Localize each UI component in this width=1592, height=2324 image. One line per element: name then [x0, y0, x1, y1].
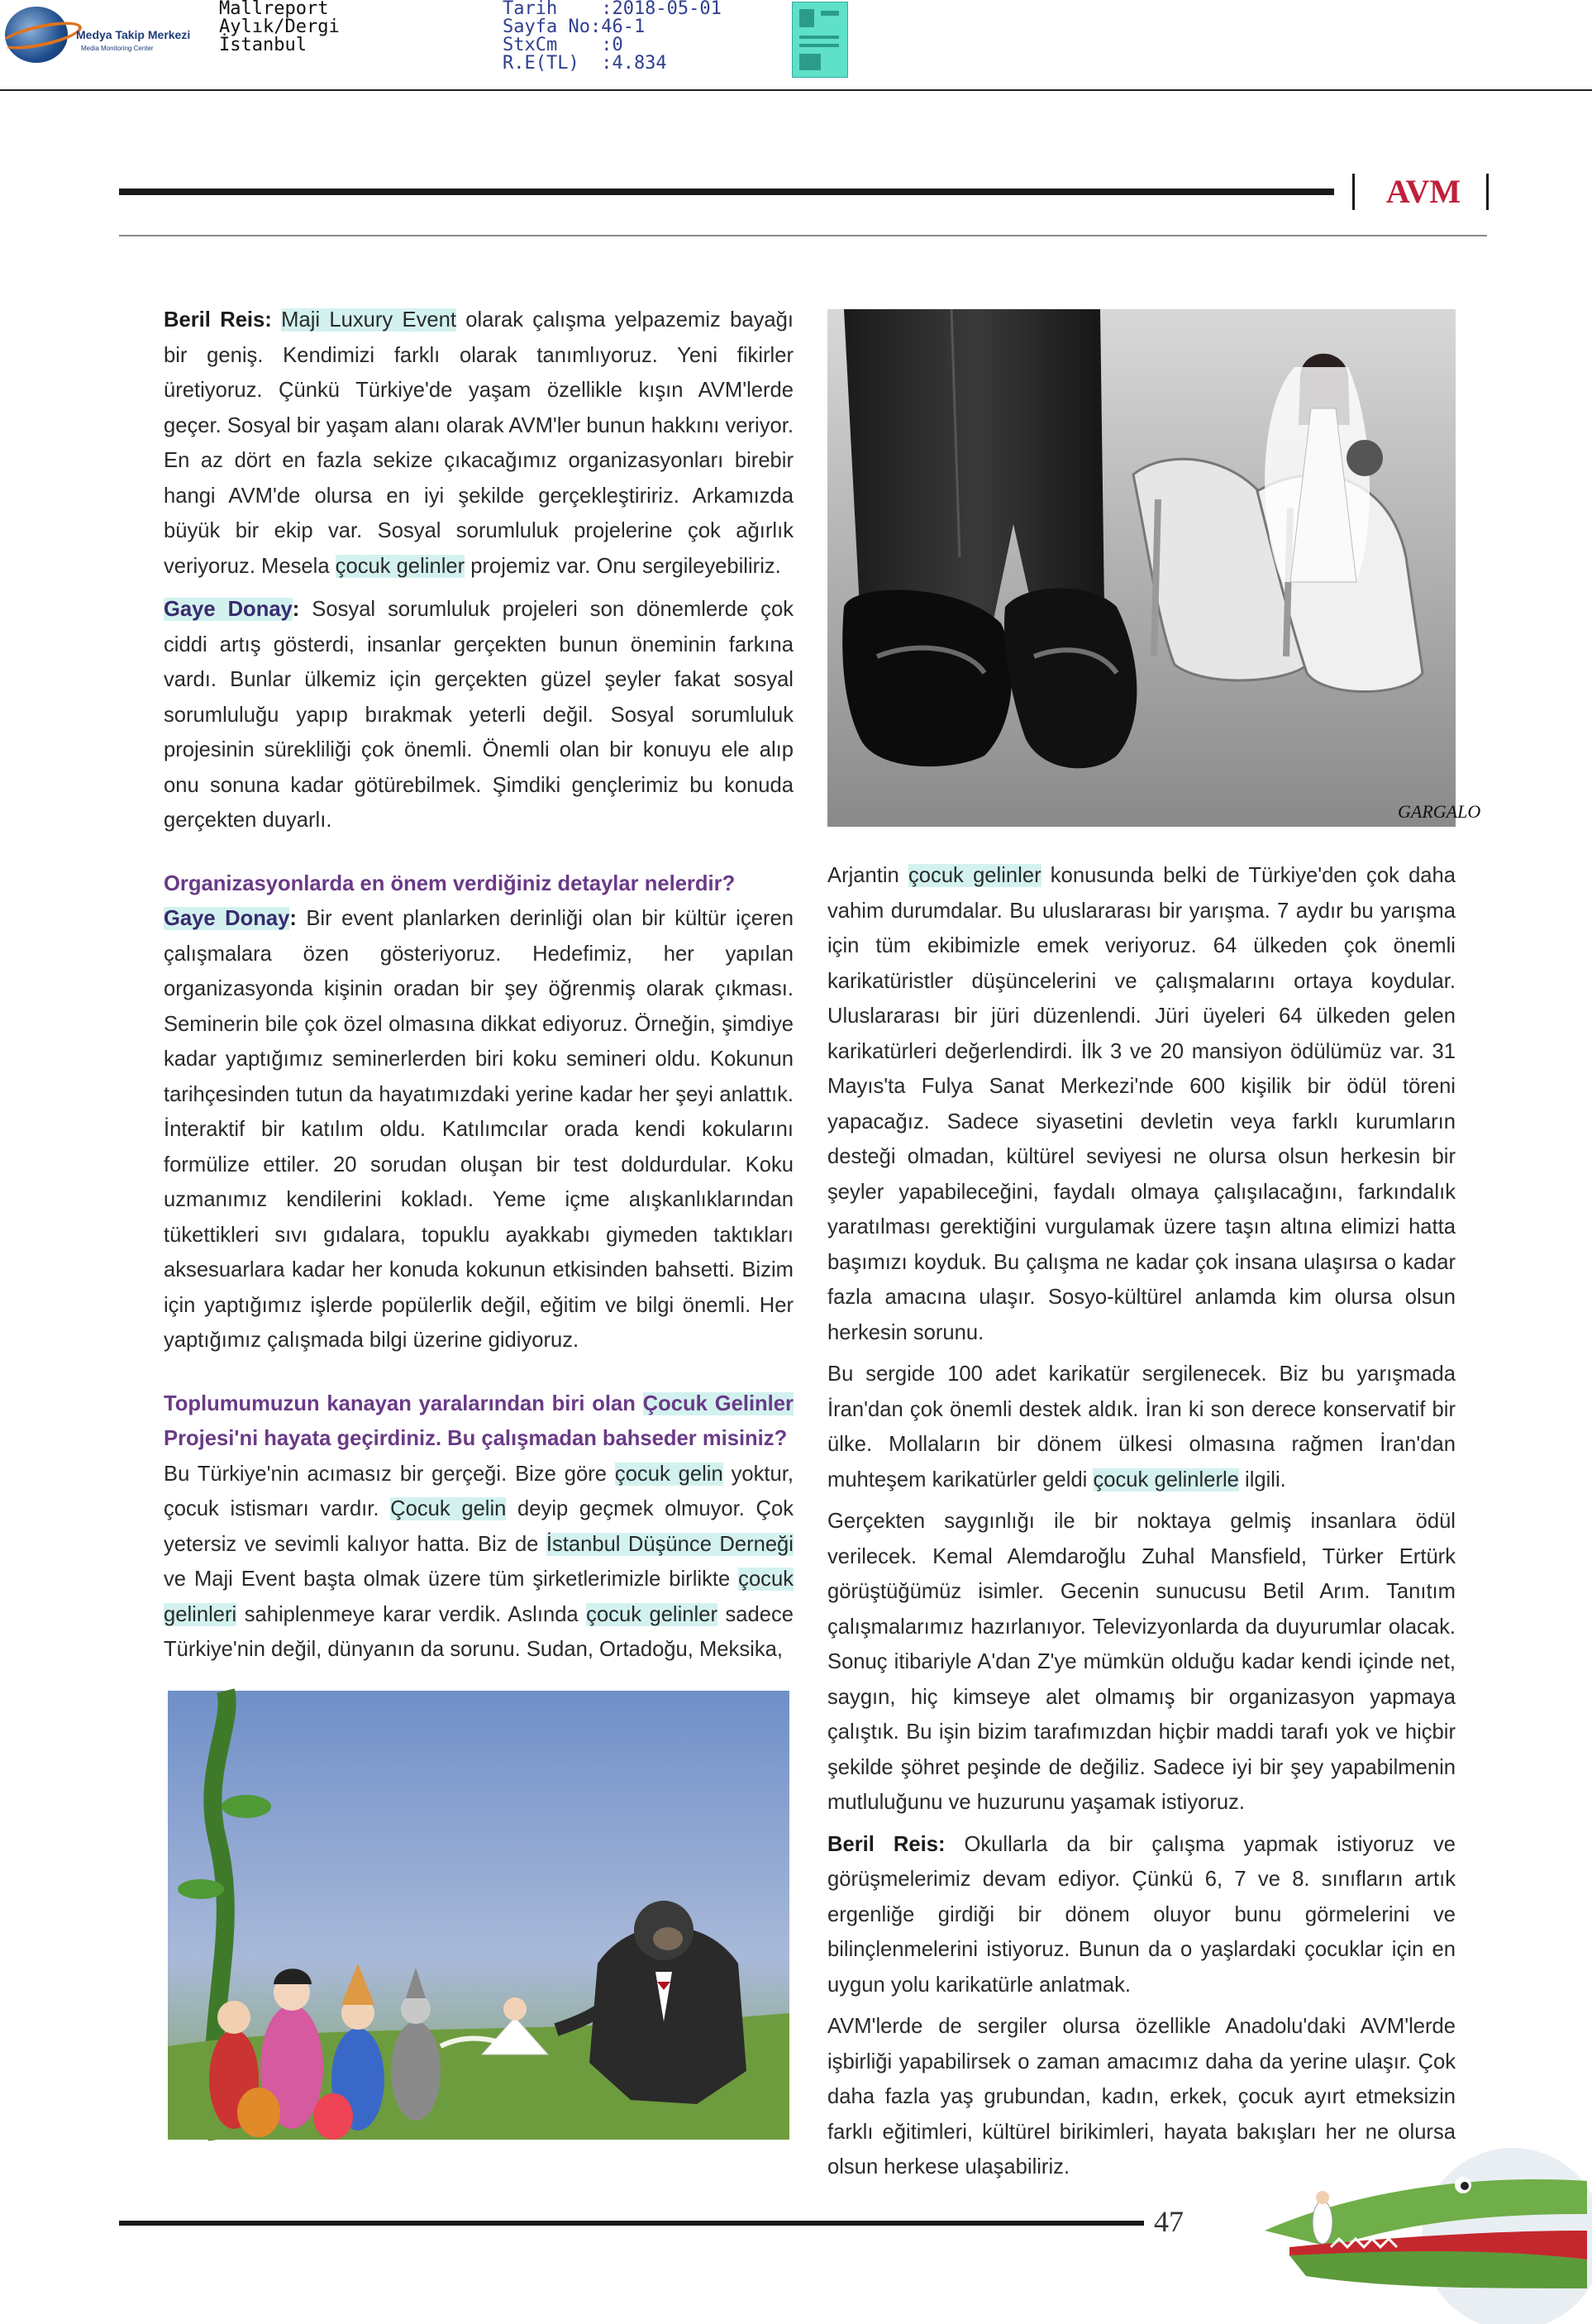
- highlight: çocuk gelinler: [335, 554, 465, 578]
- highlight: çocuk gelinleri: [164, 1568, 794, 1626]
- paragraph: AVM'lerde de sergiler olursa özellikle Anadolu'daki AVM'lerde işbirliği yapabilirsek o zaman amacımız daha da yerine ulaşır. Çok daha fazla yaş grubundan, kadın, erkek, çocuk ayırt etmeksizin farklı eğitimleri, kültürel birikimleri, hayata bakışları her ne olursa olsun herkese ulaşabiliriz.: [827, 2015, 1456, 2178]
- speaker-label: Beril Reis:: [164, 308, 272, 332]
- text: :: [292, 598, 300, 621]
- text: yoktur, çocuk istismarı vardır.: [164, 1462, 794, 1520]
- article-column-right: [827, 858, 1456, 2192]
- text: Bu Türkiye'nin acımasız bir gerçeği. Bize göre: [164, 1462, 615, 1486]
- paragraph: [827, 1827, 1456, 2003]
- paragraph: [164, 866, 794, 1358]
- footer-rule: [119, 2221, 1144, 2226]
- highlight: Maji Luxury Event: [281, 308, 456, 332]
- highlight: Çocuk Gelinler: [642, 1391, 794, 1415]
- paragraph: [827, 858, 1456, 1350]
- text: Bir event planlarken derinliği olan bir kültür içeren çalışmalara özen gösteriyoruz. Hedefimiz, her yapılan organizasyonda kişinin oradan bir şey öğrenmiş olarak çıkması. Seminerin bile çok özel olmasına dikkat ediyoruz. Örneğin, şimdiye kadar yaptığımız seminerlerden biri koku semineri oldu. Kokunun tarihçesinden tutun da hayatımızdaki yerine kadar her şeyi anlattık. İnteraktif bir katılım oldu. Katılımcılar orada kendi kokularını formülize ettiler. 20 sorudan oluşan bir test doldurdular. Koku uzmanımız kendilerini kokladı. Yeme içme alışkanlıklarından tükettikleri sıvı gıdalara, topuklu ayakkabı giymeden taktıkları aksesuarlara kadar her konuda kokunun etkisinden bahsetti. Bizim için yaptığımız işlerde popülerlik değil, eğitim ve bilgi önemli. Her yaptığımız çalışmada bilgi üzerine gidiyoruz.: [164, 907, 794, 1352]
- text: olarak çalışma yelpazemiz bayağı bir geniş. Kendimizi farklı olarak tanımlıyoruz. Yeni fikirler üretiyoruz. Çünkü Türkiye'de yaşam özellikle kışın AVM'lerde geçer. Sosyal bir yaşam alanı olarak AVM'ler bunun hakkını veriyor. En az dört en fazla sekize çıkacağımız organizasyonları birebir hangi AVM'de olursa en iyi şekilde gerçekleştiririz. Arkamızda büyük bir ekip var. Sosyal sorumluluk projelerine çok ağırlık veriyoruz. Mesela: [164, 308, 794, 578]
- publication-meta: [219, 0, 340, 55]
- highlight: çocuk gelinler: [908, 864, 1041, 887]
- text: projemiz var. Onu sergileyebiliriz.: [465, 554, 781, 578]
- text: konusunda belki de Türkiye'den çok daha vahim durumdalar. Bu uluslararası bir yarışma. 7 aydır bu yarışma için tüm ekibimizle emek veriyoruz. 64 ülkeden çok önemli karikatüristler düşüncelerini ve çalışmalarını ortaya koydular. Uluslararası bir jüri düzenlendi. Jüri üyeleri 64 ülkeden gelen karikatürleri değerlendirdi. İlk 3 ve 20 mansiyon ödülümüz var. 31 Mayıs'ta Fulya Sanat Merkezi'nde 600 kişilik bir ödül töreni yapacağız. Sadece siyasetini devletin veya farklı kurumların desteği olmadan, kültürel seviyesi ne olursa olsun herkesin bir şeyler yapabileceğini, faydalı olmaya çalışılacağını, farkındalık yaratılması gerektiğini vurgulamak üzere taşın altına elimizi hatta başımızı koyduk. Bu çalışma ne kadar çok insana ulaşırsa o kadar fazla amacına ulaşır. Sosyo-kültürel anlamda kim olursa olsun herkesin sorunu.: [827, 864, 1456, 1344]
- publication-frequency: Aylık/Dergi: [219, 17, 340, 37]
- article-column-left: [164, 303, 794, 1676]
- section-label: AVM: [1385, 173, 1461, 210]
- highlight: Çocuk gelin: [390, 1497, 507, 1520]
- interview-question: Organizasyonlarda en önem verdiğiniz detaylar nelerdir?: [164, 871, 736, 895]
- paragraph: [164, 303, 794, 584]
- text: ilgili.: [1238, 1467, 1286, 1491]
- highlight: çocuk gelinler: [586, 1602, 717, 1626]
- highlight: İstanbul Düşünce Derneği: [546, 1532, 794, 1556]
- crocodile-svg: [1240, 2123, 1592, 2320]
- cartoon-svg: [168, 1691, 789, 2140]
- text: Sosyal sorumluluk projeleri son dönemlerde çok ciddi artış gösterdi, insanlar gerçekten bunun öneminin farkına vardı. Bunlar ülkemiz için gerçekten güzel şeyler fakat sosyal sorumluluğu yapıp bırakmak yeterli değil. Sosyal sorumluluk projesinin sürekliliği çok önemli. Önemli olan bir konuyu ele alıp onu sonuna kadar götürebilmek. Şimdiki gençlerimiz bu konuda gerçekten duyarlı.: [164, 598, 794, 832]
- interview-question: [164, 1392, 794, 1451]
- section-divider-right: [1486, 174, 1489, 210]
- header-thin-rule: [119, 235, 1487, 236]
- agency-subtitle: Media Monitoring Center: [81, 45, 154, 52]
- text: Projesi'ni hayata geçirdiniz. Bu çalışmadan bahseder misiniz?: [164, 1427, 788, 1450]
- speaker-label: Gaye Donay: [164, 598, 293, 621]
- paragraph: [164, 1386, 794, 1668]
- cartoon-fairytale-child-bride: [168, 1691, 789, 2140]
- section-divider-left: [1352, 174, 1355, 210]
- text: Toplumumuzun kanayan yaralarından biri olan: [164, 1391, 643, 1415]
- page-number: 47: [1154, 2205, 1184, 2238]
- page-thumbnail[interactable]: [792, 2, 848, 78]
- highlight: çocuk gelinlerle: [1093, 1467, 1239, 1491]
- publication-name: Mallreport: [219, 0, 329, 19]
- paragraph: Gerçekten saygınlığı ile bir noktaya gelmiş insanlara ödül verilecek. Kemal Alemdaroğlu Zuhal Mansfield, Türker Ertürk görüştüğümüz isimler. Gecenin sunucusu Betil Arım. Tanıtım çalışmalarımız hazırlanıyor. Televizyonlarda da duyurumlar olacak. Sonuç itibariyle A'dan Z'ye mümkün olduğu kadar kendi içinde net, saygın, hiç kimseye alet olmamış bir organizasyon yapmaya çalıştık. Bu işin bizim tarafımızdan hiçbir maddi tarafı yok ve hiçbir şekilde şöhret peşinde de değiliz. Sadece iyi bir şey yapabilmenin mutluluğunu ve huzurunu yaşamak istiyoruz.: [827, 1510, 1456, 1814]
- paragraph: [164, 592, 794, 838]
- page-line: Sayfa No:46-1: [503, 17, 646, 37]
- text: Okullarla da bir çalışma yapmak istiyoruz ve görüşmelerimiz devam ediyor. Çünkü 6, 7 ve 8. sınıfların artık ergenliğe girdiği bir dönem oluyor bunu görmelerini ve bilinçlenmelerini istiyoruz. Bunun da o yaşlardaki çocuklar için en uygun yolu karikatürle anlatmak.: [827, 1832, 1456, 1997]
- cartoon-svg: [827, 309, 1481, 827]
- text: sahiplenmeye karar verdik. Aslında: [236, 1602, 587, 1626]
- stxcm-line: StxCm :0: [503, 35, 623, 55]
- text: ve Maji Event başta olmak üzere tüm şirketlerimizle birlikte: [164, 1568, 739, 1591]
- text: Arjantin: [827, 864, 908, 887]
- paragraph: [827, 1357, 1456, 1497]
- cartoon-signature: GARGALO: [1398, 801, 1481, 822]
- cartoon-child-bride-shoes: [827, 309, 1481, 827]
- text: :: [289, 907, 297, 930]
- crocodile-illustration: [1240, 2123, 1592, 2320]
- text: sadece Türkiye'nin değil, dünyanın da sorunu. Sudan, Ortadoğu, Meksika,: [164, 1602, 794, 1661]
- agency-name: Medya Takip Merkezi: [76, 28, 191, 41]
- publication-city: İstanbul: [219, 35, 307, 55]
- header-rule: [119, 188, 1334, 195]
- text: Bu sergide 100 adet karikatür sergilenecek. Biz bu yarışmada İran'dan çok önemli destek aldık. İran ki son derece konservatif bir ülke. Mollaların bir dönem ülkesi olmasına rağmen İran'dan muhteşem karikatürler geldi: [827, 1362, 1456, 1491]
- date-line: Tarih :2018-05-01: [503, 0, 722, 19]
- ad-value-line: R.E(TL) :4.834: [503, 53, 667, 74]
- clipping-meta: [503, 0, 722, 73]
- speaker-label: Beril Reis:: [827, 1832, 946, 1856]
- speaker-label: Gaye Donay: [164, 907, 290, 930]
- highlight: çocuk gelin: [614, 1462, 723, 1486]
- text: deyip geçmek olmuyor. Çok yetersiz ve sevimli kalıyor hatta. Biz de: [164, 1497, 794, 1556]
